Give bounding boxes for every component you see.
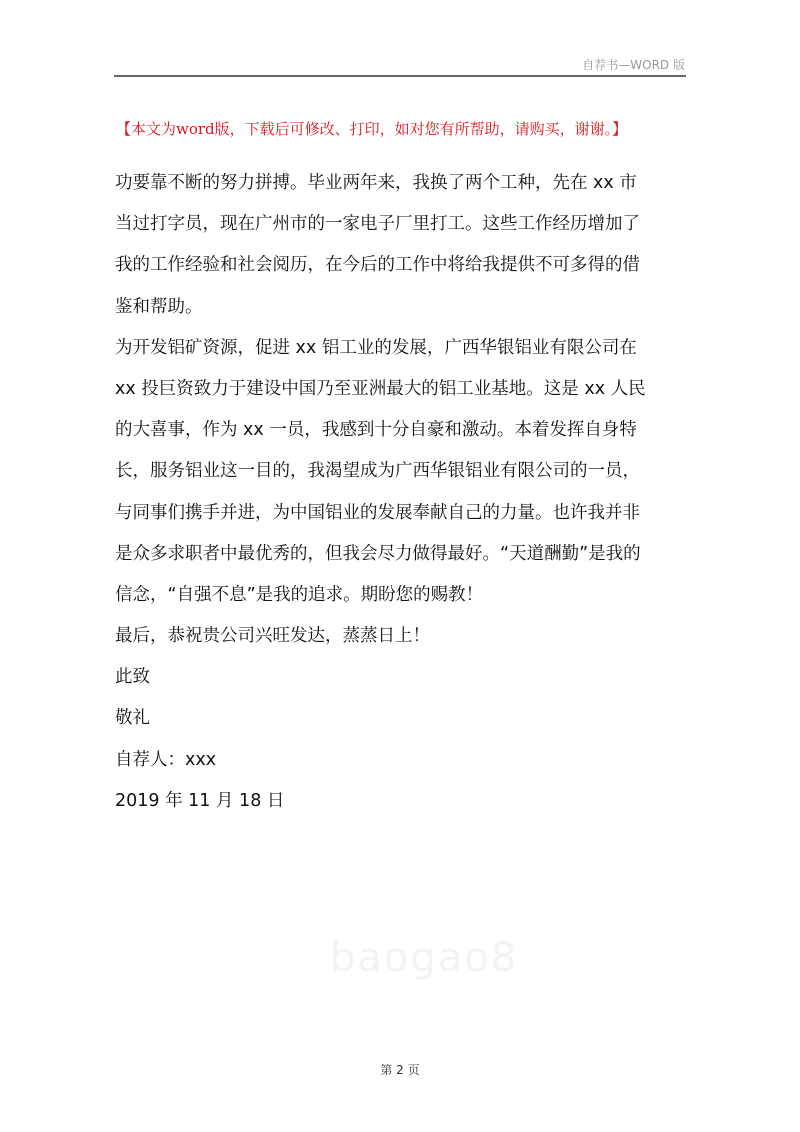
notice-text: 【本文为word版，下载后可修改、打印，如对您有所帮助，请购买，谢谢。】 — [116, 120, 628, 138]
document-body — [115, 168, 690, 827]
body-line: 敬礼 — [115, 708, 150, 729]
body-line: 长，服务铝业这一目的，我渴望成为广西华银铝业有限公司的一员， — [115, 461, 640, 482]
body-line: 2019 年 11 月 18 日 — [115, 790, 285, 811]
body-line: 自荐人：xxx — [115, 749, 217, 770]
body-line: 鉴和帮助。 — [115, 296, 203, 317]
body-line: 与同事们携手并进，为中国铝业的发展奉献自己的力量。也许我并非 — [115, 502, 640, 523]
body-line: 为开发铝矿资源，促进 xx 铝工业的发展，广西华银铝业有限公司在 — [115, 337, 637, 358]
body-line: 我的工作经验和社会阅历，在今后的工作中将给我提供不可多得的借 — [115, 255, 640, 276]
page-header: 自荐书—WORD 版 — [582, 58, 685, 72]
body-line: 此致 — [115, 667, 150, 688]
body-line: 功要靠不断的努力拼搏。毕业两年来，我换了两个工种，先在 xx 市 — [115, 173, 637, 193]
body-line: xx 投巨资致力于建设中国乃至亚洲最大的铝工业基地。这是 xx 人民 — [115, 378, 646, 399]
body-line: 信念，“自强不息”是我的追求。期盼您的赐教！ — [115, 584, 484, 605]
page-number: 第 2 页 — [380, 1063, 420, 1077]
header-divider — [114, 75, 686, 77]
body-line: 的大喜事，作为 xx 一员，我感到十分自豪和激动。本着发挥自身特 — [115, 420, 637, 441]
watermark: baogao8 — [330, 935, 519, 981]
body-line: 当过打字员，现在广州市的一家电子厂里打工。这些工作经历增加了 — [115, 214, 640, 235]
body-line: 是众多求职者中最优秀的，但我会尽力做得最好。“天道酬勤”是我的 — [115, 543, 641, 564]
body-line: 最后，恭祝贵公司兴旺发达，蒸蒸日上！ — [115, 626, 430, 647]
